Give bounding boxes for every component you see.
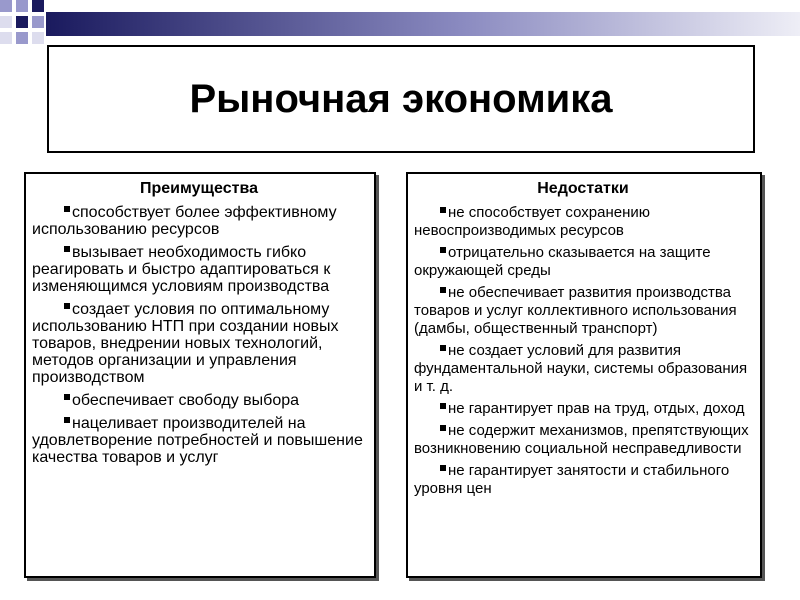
- list-item: [414, 284, 752, 338]
- bullet-icon: [440, 247, 446, 253]
- list-item-text: не гарантирует занятости и стабильного уровня цен: [414, 462, 730, 497]
- bullet-icon: [440, 403, 446, 409]
- list-item: [32, 392, 366, 409]
- title-box: [47, 45, 755, 153]
- list-item: [32, 204, 366, 238]
- deco-square-8: [16, 32, 28, 44]
- list-item-text: вызывает необходимость гибко реагировать и быстро адаптироваться к изменяющимся условиям производства: [32, 244, 331, 295]
- list-item: [414, 400, 752, 418]
- list-item-text: не содержит механизмов, препятствующих возникновению социальной несправедливости: [414, 422, 749, 457]
- deco-square-1: [0, 0, 12, 12]
- disadvantages-panel: [406, 172, 762, 578]
- list-item: [414, 422, 752, 458]
- disadvantages-heading: Недостатки: [537, 180, 629, 197]
- advantages-panel: [24, 172, 376, 578]
- list-item: [414, 462, 752, 498]
- list-item-text: не способствует сохранению невоспроизводимых ресурсов: [414, 204, 650, 239]
- list-item: [32, 301, 366, 386]
- deco-square-4: [0, 16, 12, 28]
- deco-square-7: [0, 32, 12, 44]
- list-item-text: не обеспечивает развития производства товаров и услуг коллективного использования (дамбы, общественный транспорт): [414, 284, 737, 337]
- bullet-icon: [64, 303, 70, 309]
- deco-square-5: [16, 16, 28, 28]
- bullet-icon: [440, 425, 446, 431]
- deco-square-6: [32, 16, 44, 28]
- deco-square-9: [32, 32, 44, 44]
- bullet-icon: [440, 465, 446, 471]
- header-decoration: [0, 0, 800, 46]
- list-item: [414, 204, 752, 240]
- header-gradient-bar: [46, 12, 800, 36]
- bullet-icon: [440, 287, 446, 293]
- list-item-text: обеспечивает свободу выбора: [72, 392, 300, 409]
- deco-square-3: [32, 0, 44, 12]
- list-item: [414, 244, 752, 280]
- list-item-text: создает условия по оптимальному использованию НТП при создании новых товаров, внедрении новых технологий, методов организации и управления производством: [32, 301, 339, 386]
- slide-title: Рыночная экономика: [189, 76, 613, 121]
- bullet-icon: [64, 417, 70, 423]
- advantages-heading: Преимущества: [140, 180, 258, 197]
- list-item-text: нацеливает производителей на удовлетворение потребностей и повышение качества товаров и услуг: [32, 415, 363, 466]
- bullet-icon: [440, 345, 446, 351]
- list-item: [32, 415, 366, 466]
- bullet-icon: [64, 394, 70, 400]
- advantages-list: [32, 204, 366, 466]
- list-item-text: не создает условий для развития фундаментальной науки, системы образования и т. д.: [414, 342, 748, 395]
- bullet-icon: [64, 206, 70, 212]
- deco-square-2: [16, 0, 28, 12]
- list-item-text: не гарантирует прав на труд, отдых, доход: [448, 400, 745, 417]
- list-item-text: способствует более эффективному использованию ресурсов: [32, 204, 337, 238]
- list-item: [414, 342, 752, 396]
- bullet-icon: [440, 207, 446, 213]
- disadvantages-list: [414, 204, 752, 498]
- list-item: [32, 244, 366, 295]
- bullet-icon: [64, 246, 70, 252]
- list-item-text: отрицательно сказывается на защите окружающей среды: [414, 244, 711, 279]
